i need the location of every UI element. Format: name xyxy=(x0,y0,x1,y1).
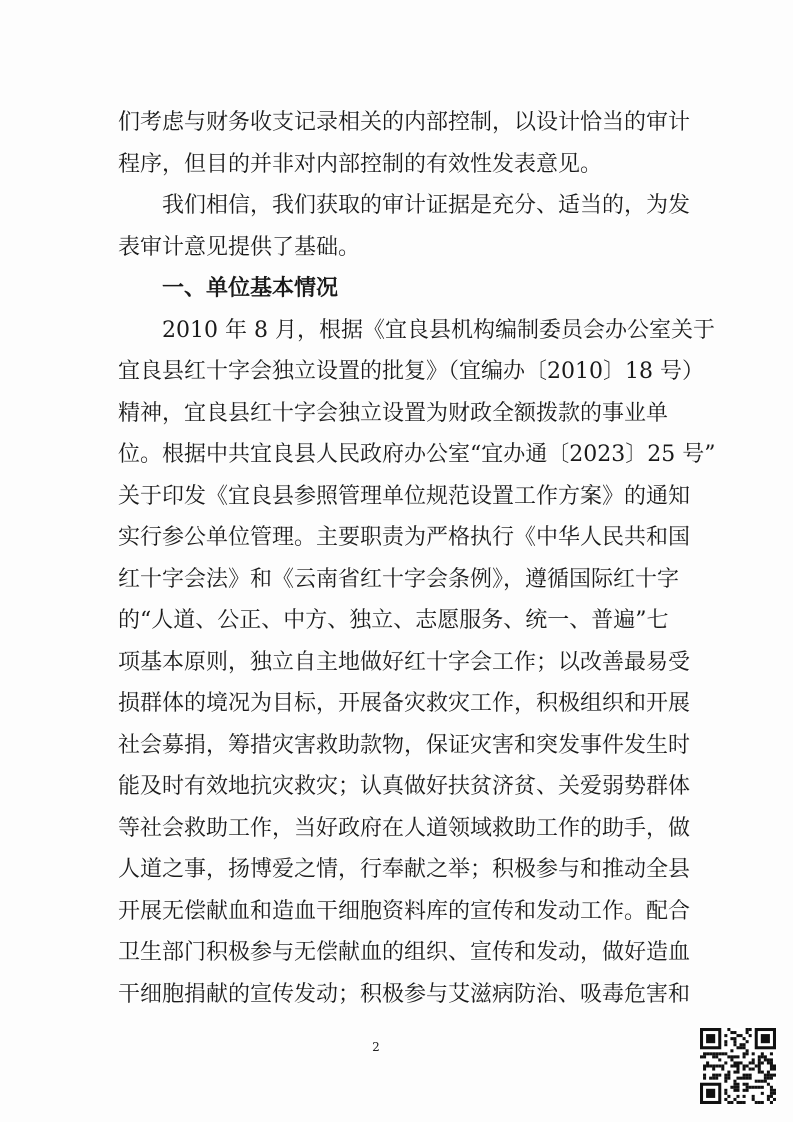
section-heading: 一、单位基本情况 xyxy=(118,275,339,301)
text-line: 实行参公单位管理。主要职责为严格执行《中华人民共和国 xyxy=(118,525,691,550)
page-number: 2 xyxy=(372,1040,380,1054)
qr-code-icon xyxy=(700,1028,776,1104)
text-line: 表审计意见提供了基础。 xyxy=(118,234,361,260)
text-line: 位。根据中共宜良县人民政府办公室“宜办通〔2023〕25 号” xyxy=(118,442,716,467)
text-line: 开展无偿献血和造血干细胞资料库的宣传和发动工作。配合 xyxy=(118,898,691,924)
text-line: 程序，但目的并非对内部控制的有效性发表意见。 xyxy=(118,151,603,177)
text-line: 们考虑与财务收支记录相关的内部控制，以设计恰当的审计 xyxy=(118,110,691,135)
text-line: 项基本原则，独立自主地做好红十字会工作；以改善最易受 xyxy=(118,649,691,675)
text-line: 能及时有效地抗灾救灾；认真做好扶贫济贫、关爱弱势群体 xyxy=(118,774,691,799)
text-line: 干细胞捐献的宣传发动；积极参与艾滋病防治、吸毒危害和 xyxy=(118,981,691,1007)
text-line: 我们相信，我们获取的审计证据是充分、适当的，为发 xyxy=(118,193,691,218)
text-line: 损群体的境况为目标，开展备灾救灾工作，积极组织和开展 xyxy=(118,691,691,716)
text-line: 等社会救助工作，当好政府在人道领域救助工作的助手，做 xyxy=(118,815,691,841)
text-line: 卫生部门积极参与无偿献血的组织、宣传和发动，做好造血 xyxy=(118,940,691,965)
text-line: 社会募捐，筹措灾害救助款物，保证灾害和突发事件发生时 xyxy=(118,732,691,758)
document-body xyxy=(118,102,716,1015)
text-line: 精神，宜良县红十字会独立设置为财政全额拨款的事业单 xyxy=(118,400,669,426)
text-line: 的“人道、公正、中方、独立、志愿服务、统一、普遍”七 xyxy=(118,608,669,633)
text-line: 红十字会法》和《云南省红十字会条例》，遵循国际红十字 xyxy=(118,566,680,592)
text-line: 关于印发《宜良县参照管理单位规范设置工作方案》的通知 xyxy=(118,483,691,509)
text-line: 2010 年 8 月，根据《宜良县机构编制委员会办公室关于 xyxy=(118,317,715,343)
text-line: 宜良县红十字会独立设置的批复》（宜编办〔2010〕18 号） xyxy=(118,359,704,384)
text-line: 人道之事，扬博爱之情，行奉献之举；积极参与和推动全县 xyxy=(118,857,691,882)
